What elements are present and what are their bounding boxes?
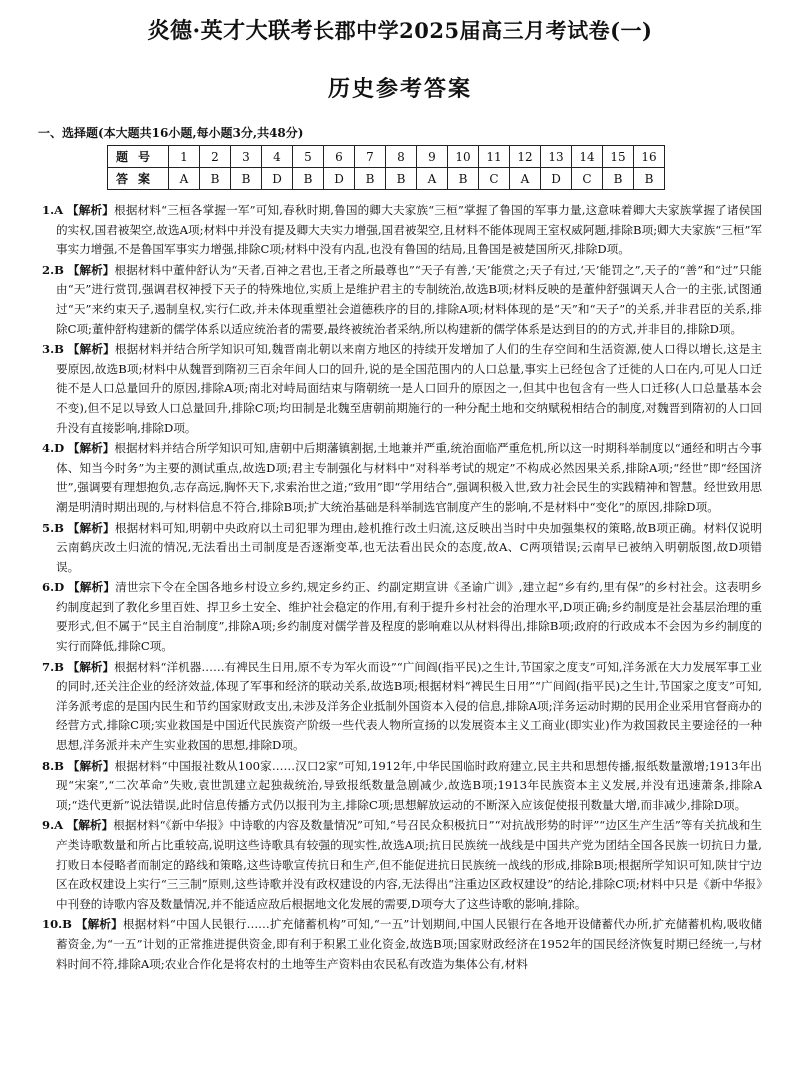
answer-key-table [107,145,665,190]
explanation-text: 清世宗下令在全国各地乡村设立乡约,规定乡约正、约副定期宣讲《圣谕广训》,建立起“乡有约,里有保”的乡村社会。这表明乡约制度起到了教化乡里百姓、捍卫乡土安全、维护社会稳定的作用,有利于提升乡村社会的治理水平,D项正确;乡约制度是社会基层治理的重要形式,但不属于“民主自治制度”,排除A项;乡约制度对儒学普及程度的影响难以从材料得出,排除B项;政府的行政成本不会因为乡约制度的实行而降低,排除C项。 [56,580,762,654]
section-heading: 一、选择题(本大题共16小题,每小题3分,共48分) [38,126,304,140]
explanation-text: 根据材料“中国人民银行……扩充储蓄机构”可知,“一五”计划期间,中国人民银行在各地开设储蓄代办所,扩充储蓄机构,吸收储蓄资金,为“一五”计划的正常推进提供资金,即有利于积累工业化资金,故选B项;国家财政经济在1952年的国民经济恢复时期已经统一,与材料时间不符,排除A项;农业合作化是将农村的土地等生产资料由农民私有改造为集体公有,材料 [56,917,762,971]
answer-cell: B [355,168,386,190]
analysis-tag: 【解析】 [67,659,115,674]
item-number: 7.B [42,659,64,674]
explanation-text: 根据材料“《新中华报》中诗歌的内容及数量情况”可知,“号召民众积极抗日”“对抗战形势的时评”“边区生产生活”等有关抗战和生产类诗歌数量和所占比重较高,说明这些诗歌具有较强的现实性,故选A项;抗日民族统一战线是中国共产党为团结全国各民族一切抗日力量,打败日本侵略者而制定的路线和策略,这些诗歌宣传抗日和生产,但不能促进抗日民族统一战线的形成,排除B项;根据所学知识可知,陕甘宁边区在政权建设上实行“三三制”原则,这些诗歌并没有政权建设的内容,无法得出“注重边区政权建设”的结论,排除C项;材料中只是《新中华报》中刊登的诗歌内容及数量情况,并不能适应敌后根据地文化发展的需要,D项夸大了这些诗歌的影响,排除。 [56,818,762,911]
question-number-cell: 10 [448,146,479,168]
question-number-row [108,146,665,168]
explanation-text: 根据材料“洋机器……有裨民生日用,原不专为军火而设”“广间阎(指平民)之生计,节国家之度支”可知,洋务派在大力发展军事工业的同时,还关注企业的经济效益,体现了军事和经济的联动关系,故选B项;根据材料“裨民生日用”“广间阎(指平民)之生计,节国家之度支”可知,洋务派考虑的是国内民生和节约国家财政支出,未涉及洋务企业抵制外国资本入侵的信息,排除A项;洋务运动时期的民用企业采用官督商办的经营方式,排除C项;实业救国是中国近代民族资产阶级一些代表人物所宣扬的以发展资本主义工商业(即实业)作为救国救民主要途径的一种思想,洋务派并未产生实业救国的思想,排除D项。 [56,659,762,753]
question-number-cell: 15 [603,146,634,168]
explanation-item [42,816,762,914]
question-number-cell: 6 [324,146,355,168]
answer-cell: A [169,168,200,190]
analysis-tag: 【解析】 [67,758,115,773]
answer-cell: B [386,168,417,190]
question-number-cell: 12 [510,146,541,168]
question-number-cell: 2 [200,146,231,168]
answer-row [108,168,665,190]
question-number-cell: 4 [262,146,293,168]
item-number: 8.B [42,758,64,773]
explanation-item [42,915,762,974]
question-number-cell: 9 [417,146,448,168]
question-number-cell: 8 [386,146,417,168]
answer-cell: D [324,168,355,190]
explanation-item [42,519,762,578]
item-number: 5.B [42,520,64,535]
analysis-tag: 【解析】 [67,441,115,456]
question-number-cell: 11 [479,146,510,168]
analysis-tag: 【解析】 [66,203,115,217]
question-number-cell: 13 [541,146,572,168]
answer-cell: B [603,168,634,190]
page-subtitle: 历史参考答案 [327,76,472,102]
explanation-text: 根据材料“三桓各掌握一军”可知,春秋时期,鲁国的卿大夫家族“三桓”掌握了鲁国的军事力量,这意味着卿大夫家族掌握了诸侯国的实权,国君被架空,故选A项;材料中并没有提及卿大夫实力增强,国君被架空,且材料不能体现周王室权威阿题,排除B项;卿大夫家族“三桓”军事实力增强,不是鲁国军事实力增强,排除C项;材料中没有内乱,也没有鲁国的结局,且鲁国是被楚国所灭,排除D项。 [56,203,762,257]
item-number: 6.D [42,580,65,595]
item-number: 2.B [42,262,64,277]
explanation-text: 根据材料中董仲舒认为“天者,百神之君也,王者之所最尊也”“天子有善,‘天’能赏之;天子有过,‘天’能罚之”,天子的“善”和“过”只能由“天”进行赏罚,强调君权神授下天子的特殊地位,实质上是维护君主的专制统治,故选B项;材料反映的是董仲舒强调天人合一的主张,试图通过“天”来约束天子,遏制皇权,实行仁政,并未体现重塑社会道德秩序的目的,排除A项;材料体现的是“天”和“天子”的关系,并非君臣的关系,排除C项;董仲舒构建新的儒学体系以适应统治者的需要,最终被统治者采纳,所以构建新的儒学体系是达到目的的方式,并非目的,排除D项。 [56,262,762,336]
explanation-text: 根据材料可知,明朝中央政府以土司犯罪为理由,趁机推行改土归流,这反映出当时中央加强集权的策略,故B项正确。材料仅说明云南鹤庆改土归流的情况,无法看出土司制度是否逐渐变革,也无法看出民众的态度,故A、C两项错误;云南早已被纳入明朝版图,故D项错误。 [56,520,762,574]
explanation-item [42,261,762,339]
explanation-item [42,658,762,756]
explanation-text: 根据材料“中国报社数从100家……汉口2家”可知,1912年,中华民国临时政府建立,民主共和思想传播,报纸数量激增;1913年出现“宋案”,“二次革命”失败,袁世凯建立起独裁统治,导致报纸数量急剧减少,故选B项;1913年民族资本主义发展,并没有迅速萧条,排除A项;“迭代更新”说法错误,此时信息传播方式仍以报刊为主,排除C项;思想解放运动的不断深入应该促使报刊数量大增,而非减少,排除D项。 [56,758,762,812]
explanation-text: 根据材料并结合所学知识可知,唐朝中后期藩镇割据,土地兼并严重,统治面临严重危机,所以这一时期科举制度以“通经和明古今事体、知当今时务”为主要的测试重点,故选D项;君主专制强化与材料中“对科举考试的规定”不构成必然因果关系,排除A项;“经世”即“经国济世”,强调要有理想抱负,志存高远,胸怀天下,求索治世之道;“致用”即“学用结合”,强调积极入世,致力社会民生的实践精神和智慧。经世致用思潮是明清时期出现的,与材料信息不符合,排除B项;扩大统治基础是科举制选官制度产生的影响,不是材料中“变化”的原因,排除D项。 [56,441,762,514]
question-number-cell: 14 [572,146,603,168]
answer-cell: A [417,168,448,190]
row-label-number: 题号 [108,146,169,168]
question-number-cell: 5 [293,146,324,168]
answer-cell: C [479,168,510,190]
answer-cell: D [541,168,572,190]
answer-cell: C [572,168,603,190]
question-number-cell: 7 [355,146,386,168]
explanation-text: 根据材料并结合所学知识可知,魏晋南北朝以来南方地区的持续开发增加了人们的生存空间和生活资源,使人口得以增长,这是主要原因,故选B项;材料中从魏晋到隋初三百余年间人口的回升,说的是全国范围内的人口总量,事实上已经包含了迁徙的人口在内,可见人口迁徙不是人口总量回升的原因,排除A项;南北对峙局面结束与隋朝统一是人口回升的原因之一,但其中也包含有一些人口迁移(人口总量基本会不变),但不足以导致人口总量回升,排除C项;均田制是北魏至唐朝前期施行的一种分配土地和交纳赋税相结合的制度,对魏晋到隋初的人口回升没有直接影响,排除D项。 [56,342,762,435]
exam-title: 长郡中学2025届高三月考试卷(一) [313,18,653,43]
answer-cell: B [293,168,324,190]
item-number: 1.A [42,203,64,217]
analysis-tag: 【解析】 [66,818,114,833]
answer-cell: B [231,168,262,190]
explanation-item [42,757,762,816]
analysis-tag: 【解析】 [68,580,116,595]
answer-cell: A [510,168,541,190]
answer-cell: B [448,168,479,190]
question-number-cell: 3 [231,146,262,168]
exam-header [0,14,800,45]
item-number: 10.B [42,917,72,932]
row-label-answer: 答案 [108,168,169,190]
analysis-tag: 【解析】 [67,262,115,277]
answer-cell: D [262,168,293,190]
item-number: 9.A [42,818,64,833]
answer-cell: B [634,168,665,190]
analysis-tag: 【解析】 [67,520,115,535]
explanation-item [42,340,762,438]
analysis-tag: 【解析】 [75,917,123,932]
answer-cell: B [200,168,231,190]
explanation-item [42,578,762,656]
explanation-item [42,439,762,517]
question-number-cell: 16 [634,146,665,168]
explanation-item [42,201,762,260]
item-number: 4.D [42,441,65,456]
item-number: 3.B [42,342,64,357]
question-number-cell: 1 [169,146,200,168]
explanations-body [42,201,762,975]
brand-name: 炎德·英才大联考 [147,18,314,44]
analysis-tag: 【解析】 [67,342,115,357]
